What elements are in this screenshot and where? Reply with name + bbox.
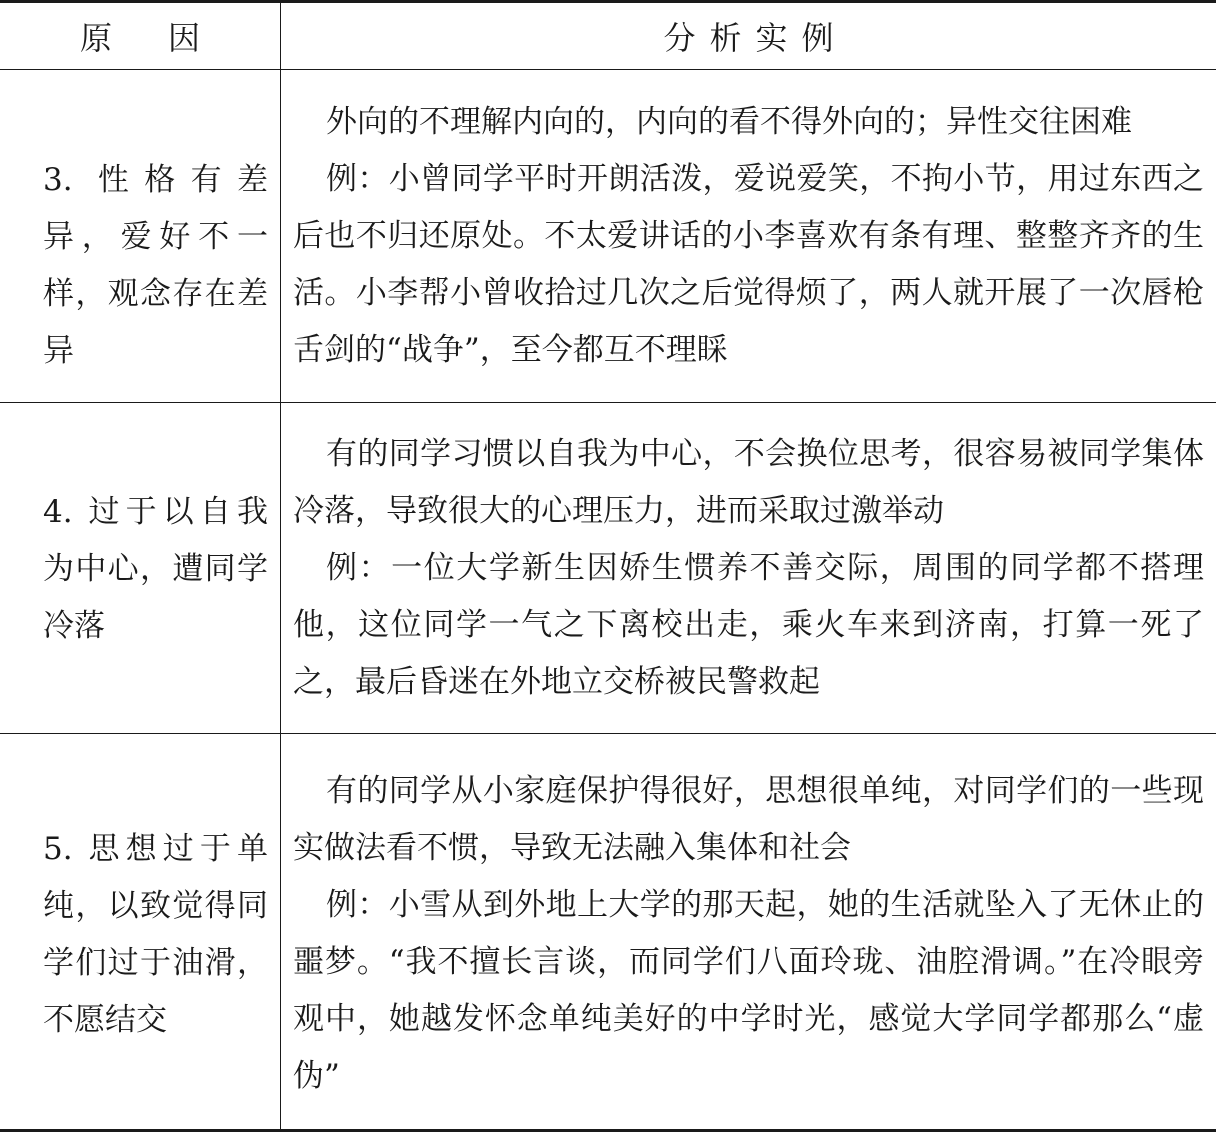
reason-cell — [0, 403, 281, 733]
table-row — [0, 70, 1216, 403]
analysis-example: 例：一位大学新生因娇生惯养不善交际，周围的同学都不搭理他，这位同学一气之下离校出走，乘火车来到济南，打算一死了之，最后昏迷在外地立交桥被民警救起 — [293, 550, 1204, 700]
analysis-example: 例：小雪从到外地上大学的那天起，她的生活就坠入了无休止的噩梦。“我不擅长言谈，而同学们八面玲珑、油腔滑调。”在冷眼旁观中，她越发怀念单纯美好的中学时光，感觉大学同学都那么“虚伪” — [293, 887, 1204, 1094]
header-analysis-label: 分析实例 — [663, 19, 848, 57]
table-row — [0, 403, 1216, 734]
table-row — [0, 734, 1216, 1129]
reason-cell — [0, 70, 281, 402]
reason-text: 3. 性格有差异，爱好不一样，观念存在差异 — [43, 162, 268, 369]
analysis-example: 例：小曾同学平时开朗活泼，爱说爱笑，不拘小节，用过东西之后也不归还原处。不太爱讲话的小李喜欢有条有理、整整齐齐的生活。小李帮小曾收拾过几次之后觉得烦了，两人就开展了一次唇枪舌剑的“战争”，至今都互不理睬 — [293, 161, 1204, 368]
analysis-paragraph: 有的同学从小家庭保护得很好，思想很单纯，对同学们的一些现实做法看不惯，导致无法融入集体和社会 — [293, 773, 1204, 866]
reason-text: 5. 思想过于单纯，以致觉得同学们过于油滑，不愿结交 — [43, 831, 268, 1038]
analysis-paragraph: 外向的不理解内向的，内向的看不得外向的；异性交往困难 — [326, 104, 1132, 140]
reason-cell — [0, 734, 281, 1129]
table-header-row — [0, 3, 1216, 70]
header-reason-label: 原因 — [79, 19, 256, 57]
analysis-cell — [281, 70, 1216, 402]
header-cell-reason — [0, 3, 281, 69]
analysis-cell — [281, 403, 1216, 733]
reason-text: 4. 过于以自我为中心，遭同学冷落 — [43, 494, 268, 644]
header-cell-analysis — [281, 3, 1216, 69]
analysis-paragraph: 有的同学习惯以自我为中心，不会换位思考，很容易被同学集体冷落，导致很大的心理压力，进而采取过激举动 — [293, 436, 1204, 529]
analysis-cell — [281, 734, 1216, 1129]
